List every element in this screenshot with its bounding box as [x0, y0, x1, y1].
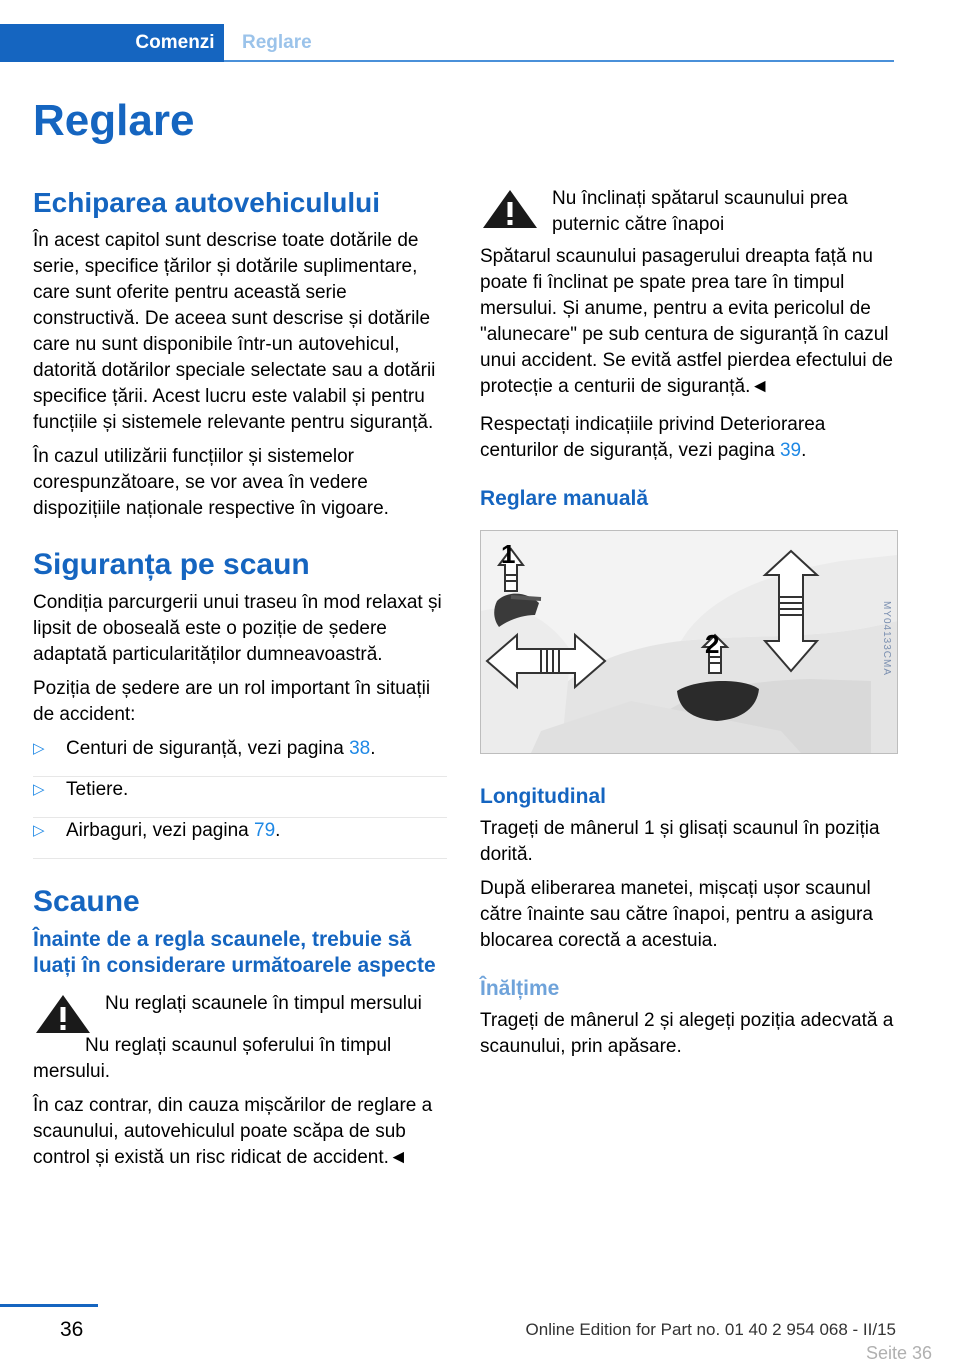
list-item-text: Centuri de siguranță, vezi pagina — [66, 738, 350, 759]
list-item — [33, 777, 447, 818]
paragraph: După eliberarea manetei, mișcați ușor scaunul către înainte sau către înapoi, pentru a asigura blocarea corectă a acestuia. — [480, 878, 873, 951]
edition-text: Online Edition for Part no. 01 40 2 954 068 - II/15 — [525, 1320, 896, 1339]
warning-title: Nu înclinați spătarul scaunului prea puternic către înapoi — [552, 188, 848, 235]
footer-rule — [0, 1304, 98, 1307]
paragraph: În cazul utilizării funcțiilor și sistemelor corespunzătoare, se vor avea în vedere dispozițiile naționale respective în vigoare. — [33, 446, 389, 519]
seat-illustration — [481, 531, 897, 753]
page-link[interactable]: 39 — [779, 440, 802, 461]
subsection-title-manual: Reglare manuală — [480, 487, 649, 510]
section-title-echiparea: Echiparea autovehiculului — [33, 187, 380, 218]
bullet-triangle-icon: ▷ — [33, 740, 45, 757]
subsection-title: Înainte de a regla scaunele, trebuie să luați în considerare următoarele aspecte — [33, 928, 436, 977]
paragraph: Trageți de mânerul 1 și glisați scaunul în poziția dorită. — [480, 818, 880, 865]
paragraph: Trageți de mânerul 2 și alegeți poziția adecvată a scaunului, prin apăsare. — [480, 1010, 894, 1057]
warning-text: Nu reglați scaunul șoferului în timpul mersului. — [33, 1035, 392, 1082]
warning-title: Nu reglați scaunele în timpul mersului — [105, 993, 422, 1014]
list-item-end: . — [370, 738, 376, 759]
warning-icon — [480, 186, 540, 232]
warning-block — [33, 991, 447, 1037]
list-item — [33, 818, 447, 859]
warning-text: În caz contrar, din cauza mișcărilor de reglare a scaunului, autovehiculul poate scăpa de sub control și există un risc ridicat de accident.◄ — [33, 1095, 433, 1168]
page-number: 36 — [60, 1318, 84, 1341]
list-item — [33, 736, 447, 777]
paragraph: Poziția de ședere are un rol important în situații de accident: — [33, 678, 431, 725]
paragraph: Condiția parcurgerii unui traseu în mod relaxat și lipsit de oboseală este o poziție de ședere adaptată particularităților dumneavoastră. — [33, 592, 442, 665]
page-link[interactable]: 79 — [254, 820, 276, 841]
reference-end: . — [801, 440, 807, 461]
warning-block — [480, 186, 896, 238]
warning-text: Spătarul scaunului pasagerului dreapta față nu poate fi înclinat pe spate prea tare în timpul mersului. Și anume, pentru a evita pericolul de "alunecare" pe sub centura de siguranță în cazul unui accident. Se evită astfel pierdea efectului de protecție a centurii de siguranță.◄ — [480, 246, 893, 397]
subsection-title-inaltime: Înălțime — [480, 977, 560, 1000]
right-column — [480, 186, 896, 1068]
left-column — [33, 186, 447, 1179]
list-item-end: . — [275, 820, 281, 841]
list-item-text: Airbaguri, vezi pagina — [66, 820, 254, 841]
reference-text: Respectați indicațiile privind Deteriorarea centurilor de siguranță, vezi pagina — [480, 414, 826, 461]
paragraph — [480, 412, 896, 464]
top-navigation — [0, 24, 894, 62]
bullet-list — [33, 736, 447, 859]
page-title: Reglare — [33, 96, 195, 145]
figure-label-2: 2 — [705, 629, 720, 659]
section-title-siguranta: Siguranța pe scaun — [33, 548, 310, 581]
section-title-scaune: Scaune — [33, 885, 140, 918]
header-rule — [224, 60, 894, 62]
subsection-title-longitudinal: Longitudinal — [480, 785, 606, 808]
seat-adjustment-figure — [480, 530, 898, 754]
watermark-text: Seite 36 — [865, 1343, 932, 1363]
warning-icon — [33, 991, 93, 1037]
tab-reglare[interactable]: Reglare — [242, 32, 312, 53]
page-link[interactable]: 38 — [349, 738, 371, 759]
figure-label-1: 1 — [501, 539, 516, 569]
list-item-text: Tetiere. — [66, 779, 129, 800]
tab-comenzi[interactable]: Comenzi — [135, 32, 215, 53]
bullet-triangle-icon: ▷ — [33, 822, 45, 839]
paragraph: În acest capitol sunt descrise toate dotările de serie, specifice țărilor și dotările suplimentare, care sunt oferite pentru această serie constructivă. De aceea sunt descrise și dotările care nu sunt disponibile într-un autovehicul, datorită dotărilor speciale selectate sau a dotării specifice țării. Acest lucru este valabil și pentru funcțiile și sistemele relevante pentru siguranță. — [33, 230, 436, 433]
bullet-triangle-icon: ▷ — [33, 781, 45, 798]
figure-code: MY04133CMA — [881, 601, 892, 677]
